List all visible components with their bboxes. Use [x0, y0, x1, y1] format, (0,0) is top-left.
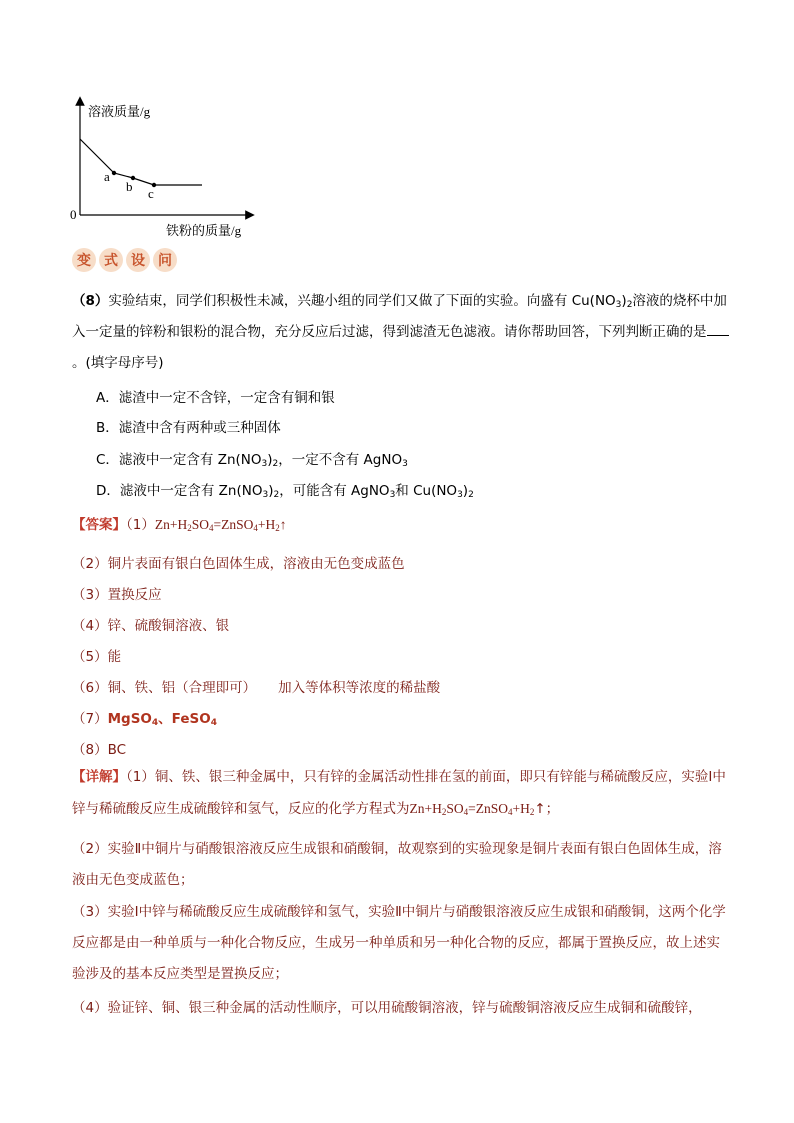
badge-char: 问	[153, 248, 177, 272]
answer-6: （6）铜、铁、铝（合理即可） 加入等体积等浓度的稀盐酸	[72, 680, 441, 696]
question-8: （8）实验结束，同学们积极性未减，兴趣小组的同学们又做了下面的实验。向盛有 $Cu(NO_3)_2$溶液的烧杯中加入一定量的锌粉和银粉的混合物，充分反应后过滤，得到滤渣无色滤液。请你帮助回答，下列判断正确的是。(填字母序号)	[72, 293, 727, 371]
answer-8: （8）BC	[72, 742, 127, 758]
detail-2: （2）实验Ⅱ中铜片与硝酸银溶液反应生成银和硝酸铜，故观察到的实验现象是铜片表面有银白色固体生成，溶液由无色变成蓝色；	[72, 841, 722, 888]
answer-5: （5）能	[72, 649, 122, 665]
point-b-label: b	[126, 179, 133, 194]
answer-7: （7）MgSO$_4$、FeSO$_4$	[72, 711, 217, 728]
point-a-dot	[112, 171, 116, 175]
point-a-label: a	[104, 169, 110, 184]
origin-label: 0	[70, 207, 77, 222]
solution-mass-graph	[62, 97, 272, 242]
answer-1: 【答案】$(1)Zn+H_2SO_4=ZnSO_4+H_2↑$	[72, 517, 287, 533]
x-axis-label: 铁粉的质量/g	[166, 223, 242, 238]
mass-curve	[80, 139, 202, 185]
option-c: C．滤液中一定含有 $Zn(NO_3)_2$，一定不含有 AgNO$_3$	[96, 452, 408, 469]
variant-question-badges	[72, 248, 177, 272]
answer-2: （2）铜片表面有银白色固体生成，溶液由无色变成蓝色	[72, 556, 405, 572]
answer-blank	[707, 323, 729, 336]
detail-1: 【详解】（1）铜、铁、银三种金属中，只有锌的金属活动性排在氢的前面，即只有锌能与稀硫酸反应，实验Ⅰ中锌与稀硫酸反应生成硫酸锌和氢气，反应的化学方程式为$Zn+H_2SO_4=ZnSO_4+H_2↑$；	[72, 769, 726, 817]
answer-4: （4）锌、硫酸铜溶液、银	[72, 618, 230, 634]
y-axis-label: 溶液质量/g	[88, 104, 151, 119]
detail-4: （4）验证锌、铜、银三种金属的活动性顺序，可以用硫酸铜溶液，锌与硫酸铜溶液反应生成铜和硫酸锌，	[72, 1000, 702, 1016]
badge-char: 设	[126, 248, 150, 272]
badge-char: 变	[72, 248, 96, 272]
point-c-label: c	[148, 186, 154, 201]
option-d: D．滤液中一定含有 $Zn(NO_3)_2$，可能含有 AgNO$_3$和 $Cu(NO_3)_2$	[96, 483, 474, 500]
detail-label: 【详解】	[72, 769, 126, 785]
detail-3: （3）实验Ⅰ中锌与稀硫酸反应生成硫酸锌和氢气，实验Ⅱ中铜片与硝酸银溶液反应生成银和硝酸铜，这两个化学反应都是由一种单质与一种化合物反应，生成另一种单质和另一种化合物的反应，都属于置换反应，故上述实验涉及的基本反应类型是置换反应；	[72, 904, 726, 982]
answer-3: （3）置换反应	[72, 587, 162, 603]
option-b: B．滤渣中含有两种或三种固体	[96, 420, 281, 436]
option-a: A．滤渣中一定不含锌，一定含有铜和银	[96, 390, 335, 406]
badge-char: 式	[99, 248, 123, 272]
answer-label: 【答案】	[72, 517, 126, 533]
